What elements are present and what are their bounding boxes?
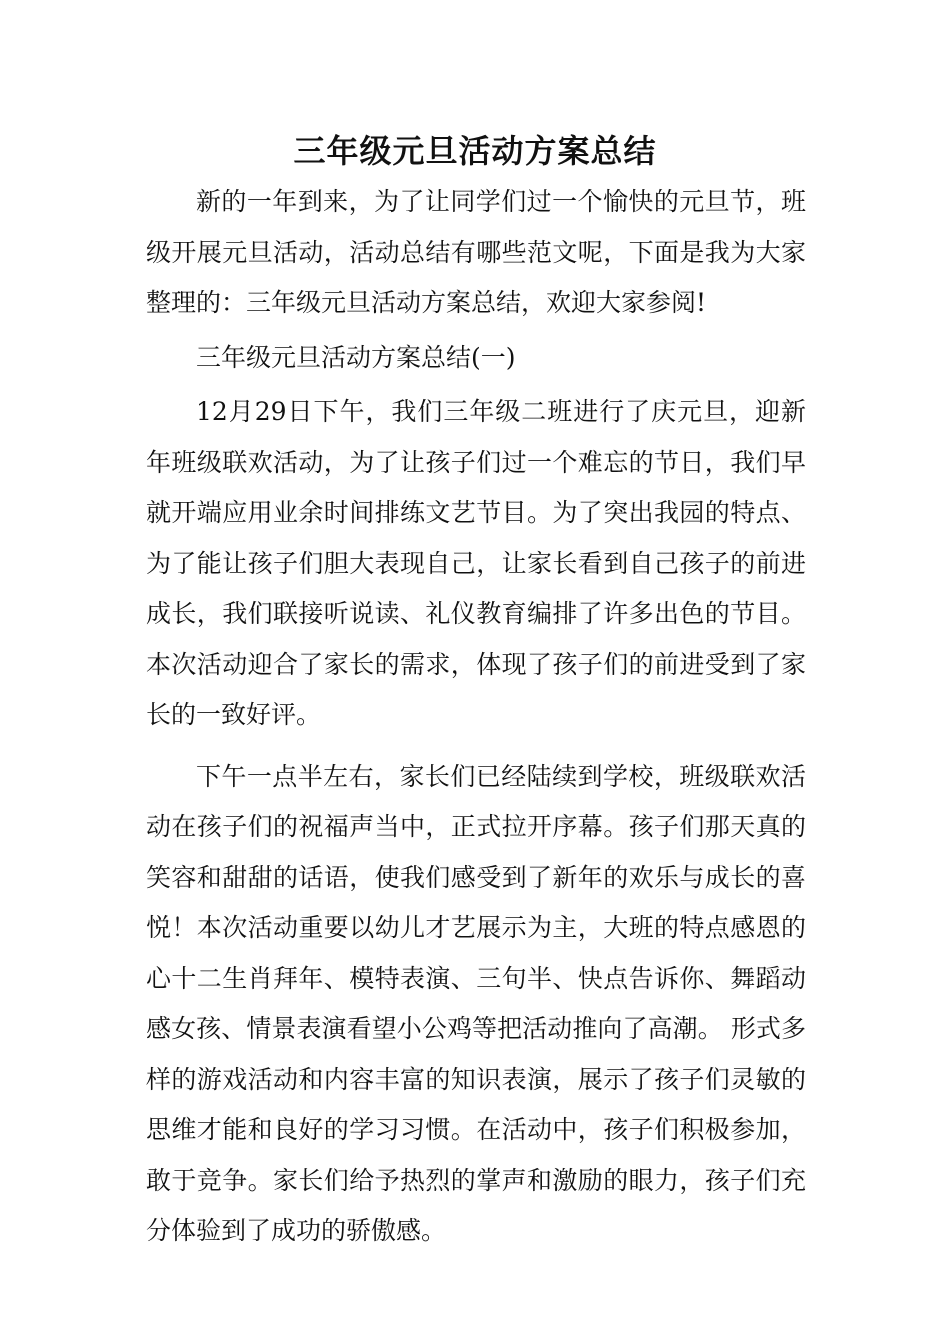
body-paragraph: 12月29日下午，我们三年级二班进行了庆元旦，迎新年班级联欢活动，为了让孩子们过一个难忘的节日，我们早就开端应用业余时间排练文艺节目。为了突出我园的特点、为了能让孩子们胆大表现自己，让家长看到自己孩子的前进成长，我们联接听说读、礼仪教育编排了许多出色的节目。本次活动迎合了家长的需求，体现了孩子们的前进受到了家长的一致好评。 — [146, 397, 806, 729]
document-body — [146, 177, 806, 1257]
section-heading: 三年级元旦活动方案总结(一) — [196, 342, 516, 372]
body-paragraph: 下午一点半左右，家长们已经陆续到学校，班级联欢活动在孩子们的祝福声当中，正式拉开序幕。孩子们那天真的笑容和甜甜的话语，使我们感受到了新年的欢乐与成长的喜悦！本次活动重要以幼儿才艺展示为主，大班的特点感恩的心十二生肖拜年、模特表演、三句半、快点告诉你、舞蹈动感女孩、情景表演看望小公鸡等把活动推向了高潮。 形式多样的游戏活动和内容丰富的知识表演，展示了孩子们灵敏的思维才能和良好的学习习惯。在活动中，孩子们积极参加，敢于竞争。家长们给予热烈的掌声和激励的眼力，孩子们充分体验到了成功的骄傲感。 — [146, 761, 806, 1245]
document-title: 三年级元旦活动方案总结 — [293, 132, 657, 170]
intro-paragraph: 新的一年到来，为了让同学们过一个愉快的元旦节，班级开展元旦活动，活动总结有哪些范文呢，下面是我为大家整理的：三年级元旦活动方案总结，欢迎大家参阅! — [146, 187, 806, 317]
